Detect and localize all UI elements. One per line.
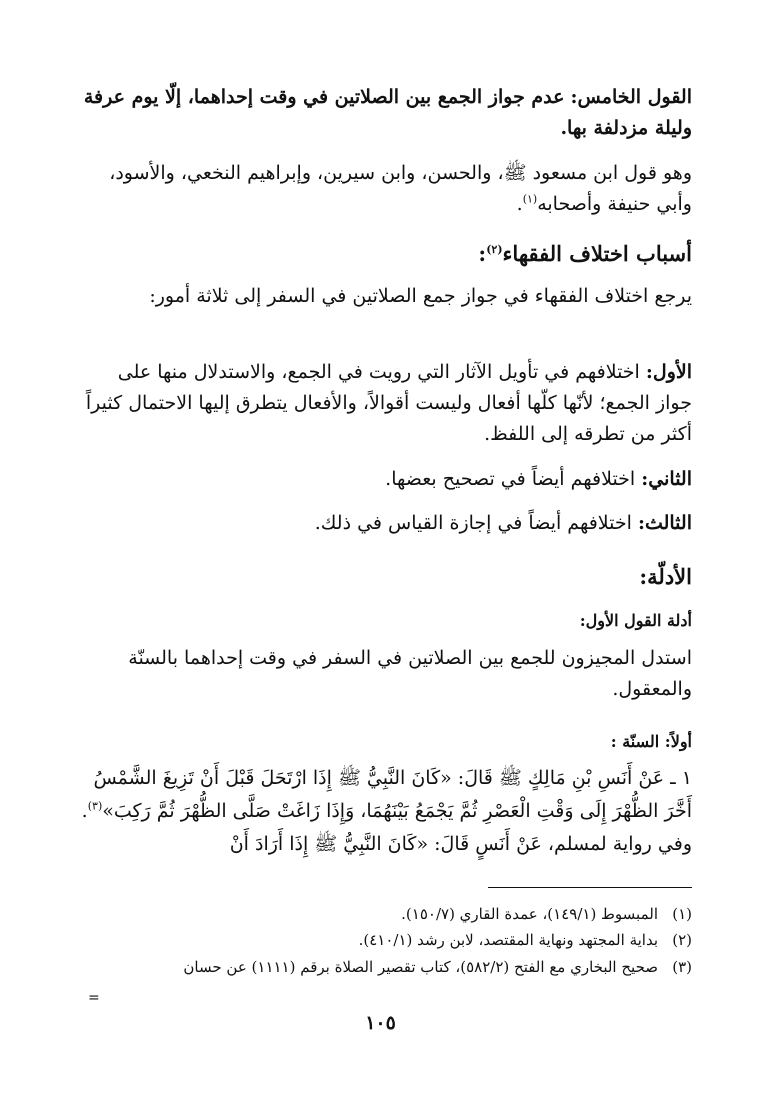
paragraph-text: وهو قول ابن مسعود ﷺ، والحسن، وابن سيرين، وإبراهيم النخعي، والأسود، وأبي حنيفة وأصحابه: [109, 162, 692, 215]
paragraph-text: اختلافهم أيضاً في إجازة القياس في ذلك.: [314, 512, 632, 534]
paragraph-label: الثاني:: [641, 468, 692, 490]
footnote-ref: (٣): [87, 799, 103, 813]
continuation-mark: =: [88, 990, 100, 1006]
paragraph-text: عدم جواز الجمع بين الصلاتين في وقت إحداهما، إلّا يوم عرفة وليلة مزدلفة بها.: [83, 86, 692, 139]
page-number: ١٠٥: [365, 1012, 396, 1034]
paragraph-text: استدل المجيزون للجمع بين الصلاتين في السفر في وقت إحداهما بالسنّة والمعقول.: [128, 647, 692, 700]
paragraph-label: القول الخامس:: [570, 86, 692, 108]
paragraph-text: يرجع اختلاف الفقهاء في جواز جمع الصلاتين في السفر إلى ثلاثة أمور:: [149, 285, 692, 307]
footnote-text: صحيح البخاري مع الفتح (٥٨٢/٢)، كتاب تقصير الصلاة برقم (١١١١) عن حسان: [183, 958, 658, 976]
footnote-number: (٣): [672, 958, 692, 976]
punctuation: .: [516, 193, 523, 215]
footnote-ref: (٢): [486, 243, 503, 256]
footnote-1: [78, 902, 692, 926]
footnote-text: بداية المجتهد ونهاية المقتصد، لابن رشد (٤١٠/١).: [358, 931, 658, 949]
paragraph-first-cause: [78, 357, 692, 450]
hadith-text: ١ ـ عَنْ أَنَسِ بْنِ مَالِكٍ ﷺ قَالَ: «كَانَ النَّبِيُّ ﷺ إِذَا ارْتَحَلَ قَبْلَ أَنْ تَزِيغَ الشَّمْسُ أَخَّرَ الظُّهْرَ إِلَى وَقْتِ الْعَصْرِ ثُمَّ يَجْمَعُ بَيْنَهُمَا، وَإِذَا زَاغَتْ صَلَّى الظُّهْرَ ثُمَّ رَكِبَ»: [93, 767, 692, 822]
paragraph-hadith: [78, 762, 692, 861]
punctuation: :: [478, 241, 487, 266]
heading-text: أدلة القول الأول:: [579, 611, 692, 630]
section-heading-evidence: [78, 561, 692, 592]
hadith-continuation: . وفي رواية لمسلم، عَنْ أَنَسٍ قَالَ: «كَانَ النَّبِيُّ ﷺ إِذَا أَرَادَ أَنْ: [81, 800, 692, 855]
footnote-number: (١): [672, 905, 692, 923]
subheading-sunnah: [78, 726, 692, 757]
heading-text: أسباب اختلاف الفقهاء: [502, 241, 692, 266]
paragraph-third-cause: [78, 508, 692, 539]
subheading-first-opinion-evidence: [78, 605, 692, 636]
paragraph-text: اختلافهم أيضاً في تصحيح بعضها.: [385, 468, 636, 490]
paragraph-label: الأول:: [645, 361, 692, 383]
paragraph-text: اختلافهم في تأويل الآثار التي رويت في الجمع، والاستدلال منها على جواز الجمع؛ لأنّها كلّها أفعال وليست أقوالاً، والأفعال يتطرق إليها الاحتمال كثيراً أكثر من تطرقه إلى اللفظ.: [85, 361, 692, 445]
heading-text: أولاً: السنّة :: [610, 732, 692, 751]
heading-text: الأدلّة:: [639, 564, 692, 589]
paragraph-fifth-opinion: [78, 82, 692, 144]
section-heading-causes: [78, 238, 692, 269]
paragraph-evidence-intro: [78, 643, 692, 705]
paragraph-second-cause: [78, 464, 692, 495]
paragraph-intro-causes: [78, 281, 692, 312]
paragraph-proponents: [78, 158, 692, 220]
footnote-text: المبسوط (١٤٩/١)، عمدة القاري (١٥٠/٧).: [401, 905, 658, 923]
footnote-divider: [488, 887, 692, 888]
footnote-ref: (١): [522, 192, 538, 206]
footnote-3: [78, 955, 692, 979]
paragraph-label: الثالث:: [637, 512, 692, 534]
footnote-2: [78, 928, 692, 952]
footnote-number: (٢): [672, 931, 692, 949]
